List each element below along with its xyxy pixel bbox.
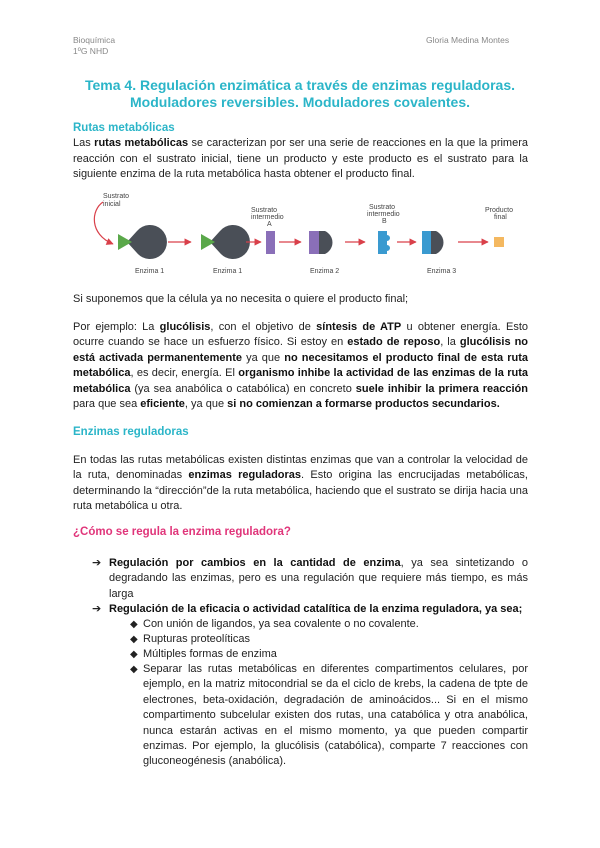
title-line-2: Moduladores reversibles. Moduladores covalentes.	[130, 94, 470, 110]
sub-item-ligandos	[130, 617, 528, 632]
diamond-bullet-icon: ◆	[130, 649, 138, 660]
section-como-se-regula	[73, 525, 528, 540]
bold-run: si no comienzan a formarse productos secundarios.	[227, 398, 500, 411]
text-run: se caracterizan por ser una serie de reacciones en la que la primera reacción con el sustrato inicial, tiene un producto y este producto es el sustrato para la siguiente enzima de la ruta metabólica hasta obtener el producto final.	[73, 137, 528, 181]
label-enzima-2: Enzima 2	[310, 268, 340, 275]
text-run: . Esto origina las encrucijadas metabólicas, determinando la “dirección”de la ruta metabólica, haciendo que el sustrato se dirija hacia una ruta metabólica u otra.	[73, 469, 528, 513]
label-enzima-1-bis: Enzima 1	[213, 268, 243, 275]
sub-item-rupturas	[130, 632, 528, 647]
bold-run: no necesitamos el producto final de esta ruta metabólica	[73, 351, 528, 380]
arrow-bullet-icon: ➔	[92, 557, 102, 569]
sub-item-multiples	[130, 647, 528, 662]
bold-run: estado de reposo	[347, 336, 441, 349]
bold-run: glucólisis	[159, 321, 211, 333]
section-heading-enzimas: Enzimas reguladoras	[73, 426, 189, 438]
section-heading-como: ¿Cómo se regula la enzima reguladora?	[73, 526, 291, 538]
bold-run: glucólisis no está activada permanentemente	[73, 336, 529, 364]
label-intermedio-a-3: A	[267, 221, 272, 228]
text-run: Por ejemplo: La	[73, 321, 160, 333]
text-run: , ya que	[184, 398, 228, 411]
bound-intermediate-a	[309, 231, 319, 254]
label-enzima-3: Enzima 3	[427, 268, 457, 275]
label-intermedio-b-1: Sustrato	[369, 204, 396, 211]
text-run: (ya sea anabólica o catabólica) en concreto	[130, 382, 356, 395]
list-item-text	[109, 602, 528, 617]
text-run: , ya sea sintetizando o degradando las enzimas, pero es una regulación que requiere más tiempo, es más larga	[109, 557, 528, 600]
text-run: En todas las rutas metabólicas existen distintas enzimas que van a controlar la velocidad de la ruta, denominadas	[73, 454, 528, 482]
text-run: ya que	[241, 351, 285, 364]
sub-item-text: Separar las rutas metabólicas en diferentes compartimentos celulares, por ejemplo, en la matriz mitocondrial se da el ciclo de krebs, la cadena de tpte de electrones, beta-oxidación, degradación de aminoácidos... Si en el mismo compartimento subcelular existen dos rutas, una catabólica y otra anabólica, nunca estarán activas en el mismo momento, ya que pueden compartir enzimas. Por ejemplo, la glucólisis (catabólica), comparte 7 reacciones con gluconeogénesis (anabólica).	[143, 663, 528, 768]
text-run: Las	[73, 137, 95, 150]
section-heading-rutas: Rutas metabólicas	[73, 122, 175, 134]
header-subject: Bioquímica	[73, 35, 116, 45]
list-item-text	[109, 556, 528, 602]
bold-run: organismo inhibe la actividad de las enzimas de la ruta metabólica	[73, 367, 529, 395]
section-rutas-metabolicas	[73, 121, 528, 183]
list-item-eficacia	[92, 602, 528, 617]
bold-run: suele inhibir la primera reacción	[355, 382, 528, 395]
label-producto-final-2: final	[494, 214, 507, 221]
label-sustrato-inicial-2: inicial	[103, 201, 121, 208]
label-intermedio-a-2: intermedio	[251, 214, 284, 221]
bold-term-rutas: rutas metabólicas	[94, 137, 189, 150]
bold-run: eficiente	[140, 398, 185, 411]
list-item-cantidad	[92, 556, 528, 602]
bold-run: enzimas reguladoras	[188, 469, 302, 482]
section-enzimas-reguladoras	[73, 425, 528, 440]
intermediate-a-rect	[266, 231, 275, 254]
sub-item-text: Rupturas proteolíticas	[143, 633, 250, 645]
enzyme-2-shape	[210, 225, 250, 259]
label-intermedio-a-1: Sustrato	[251, 207, 278, 214]
enzyme-2-body	[319, 231, 332, 254]
label-producto-final-1: Producto	[485, 207, 514, 214]
label-intermedio-b-3: B	[382, 218, 387, 225]
text-run: para que sea	[73, 398, 141, 411]
text-run: , es decir, energía. El	[130, 367, 239, 380]
paragraph-supposition	[73, 292, 528, 307]
sub-item-text: Con unión de ligandos, ya sea covalente o no covalente.	[143, 618, 419, 630]
sub-item-text: Múltiples formas de enzima	[143, 648, 277, 660]
diamond-bullet-icon: ◆	[130, 664, 138, 675]
paragraph-rutas-definition	[73, 136, 528, 182]
label-intermedio-b-2: intermedio	[367, 211, 400, 218]
page-title	[60, 77, 540, 111]
header-author: Gloria Medina Montes	[426, 35, 510, 45]
substrate-initial-triangle	[118, 234, 132, 250]
bold-run: síntesis de ATP	[316, 321, 402, 333]
bold-run: Regulación por cambios en la cantidad de enzima	[109, 557, 401, 569]
enzyme-3-body	[431, 231, 443, 254]
label-sustrato-inicial-1: Sustrato	[103, 193, 130, 200]
header-course: 1ºG NHD	[73, 46, 109, 56]
sub-item-compartimentos	[130, 662, 528, 770]
title-line-1: Tema 4. Regulación enzimática a través de enzimas reguladoras.	[84, 77, 516, 93]
bound-substrate-triangle	[201, 234, 215, 250]
bold-run: Regulación de la eficacia o actividad catalítica de la enzima reguladora, ya sea;	[109, 603, 523, 615]
enzyme-1-shape	[127, 225, 167, 259]
text-run: u obtener energía. Esto ocurre cuando se hace un esfuerzo físico. Si estoy en	[73, 321, 528, 349]
header-left	[73, 35, 115, 57]
text-enzimas	[73, 453, 528, 515]
text-run: , con el objetivo de	[210, 321, 317, 333]
final-product-square	[494, 237, 504, 247]
metabolic-pathway-diagram	[73, 192, 528, 284]
label-enzima-1: Enzima 1	[135, 268, 165, 275]
text-supposition: Si suponemos que la célula ya no necesita o quiere el producto final;	[73, 293, 409, 305]
paragraph-enzimas-reguladoras	[73, 453, 528, 515]
text-example	[73, 320, 528, 412]
arrow-into-enzyme-1	[94, 202, 113, 244]
text-run: , la	[440, 336, 460, 349]
diamond-bullet-icon: ◆	[130, 619, 138, 630]
arrow-bullet-icon: ➔	[92, 603, 102, 615]
paragraph-example-glucolisis	[73, 320, 528, 412]
diamond-bullet-icon: ◆	[130, 634, 138, 645]
intermediate-b-shape	[378, 231, 390, 254]
